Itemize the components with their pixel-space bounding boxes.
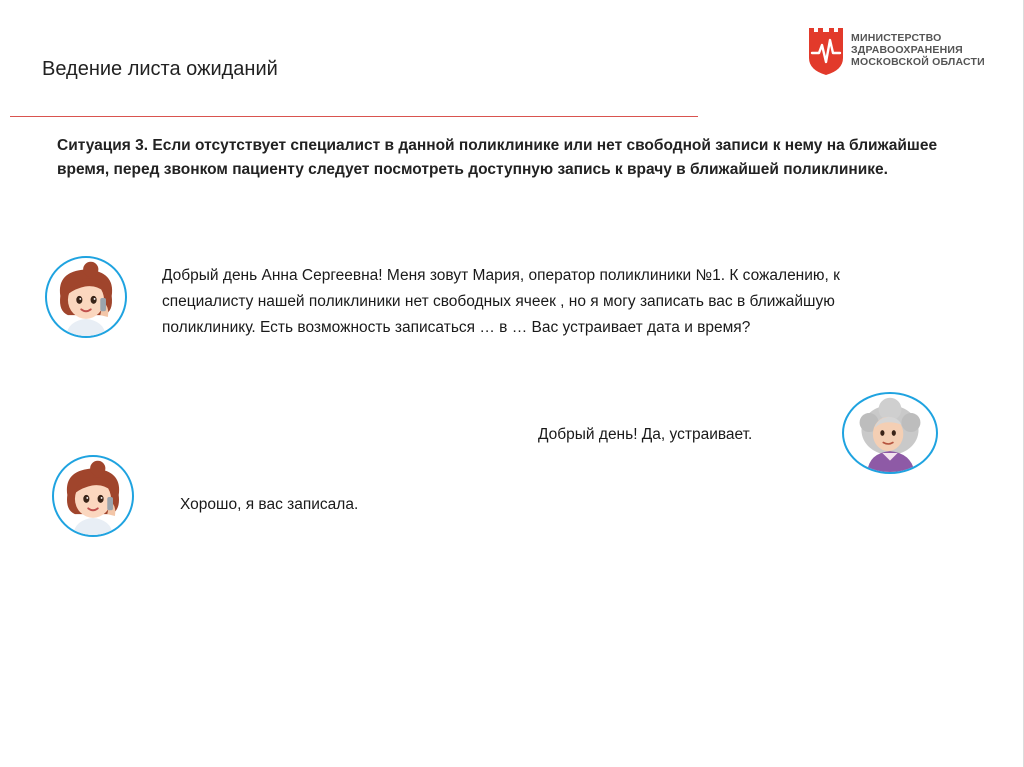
operator-message-1: Добрый день Анна Сергеевна! Меня зовут Мария, оператор поликлиники №1. К сожалению, к специалисту нашей поликлиники нет свободных ячеек , но я могу записать вас в ближайшую поликлинику. Есть возможность записаться … в … Вас устраивает дата и время? [162,267,840,336]
patient-message-1: Добрый день! Да, устраивает. [538,426,753,443]
situation-description: Ситуация 3. Если отсутствует специалист в данной поликлинике или нет свободной записи к нему на ближайшее время, перед звонком пациенту следует посмотреть доступную запись к врачу в ближайшей поликлинике. [57,137,938,178]
ministry-logo [808,26,1008,82]
operator-avatar [52,455,134,537]
title-divider [10,116,698,117]
logo-line-1: МИНИСТЕРСТВО [851,32,942,44]
page-title: Ведение листа ожиданий [42,58,278,80]
logo-line-3: МОСКОВСКОЙ ОБЛАСТИ [851,56,985,68]
operator-icon [54,457,132,535]
operator-message-2: Хорошо, я вас записала. [180,496,359,513]
ministry-emblem-icon [808,26,844,76]
operator-icon [47,258,125,336]
patient-avatar [842,392,938,474]
patient-icon [844,394,936,472]
operator-avatar [45,256,127,338]
logo-text [851,32,985,68]
logo-line-2: ЗДРАВООХРАНЕНИЯ [851,44,963,56]
